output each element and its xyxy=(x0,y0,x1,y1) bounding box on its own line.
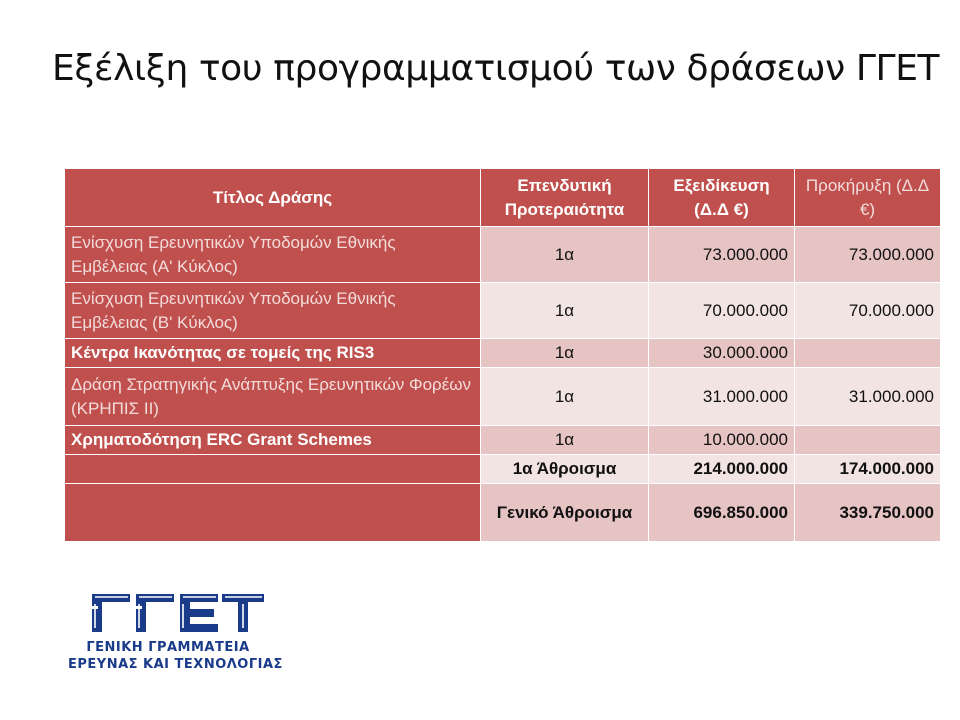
row-priority: 1α xyxy=(481,339,649,368)
row-title: Ενίσχυση Ερευνητικών Υποδομών Εθνικής Εμβέλειας (Α' Κύκλος) xyxy=(65,227,481,283)
table-row xyxy=(65,368,941,426)
row-proclamation: 31.000.000 xyxy=(795,368,941,426)
row-proclamation: 73.000.000 xyxy=(795,227,941,283)
grand-total-label: Γενικό Άθροισμα xyxy=(481,484,649,542)
row-specification: 70.000.000 xyxy=(649,283,795,339)
row-priority: 1α xyxy=(481,368,649,426)
subtotal-specification: 214.000.000 xyxy=(649,455,795,484)
header-title: Τίτλος Δράσης xyxy=(65,169,481,227)
slide-title: Εξέλιξη του προγραμματισμού των δράσεων ΓΓΕΤ xyxy=(52,48,940,89)
subtotal-row xyxy=(65,455,941,484)
logo-line-2: ΕΡΕΥΝΑΣ ΚΑΙ ΤΕΧΝΟΛΟΓΙΑΣ xyxy=(68,657,283,672)
row-title: Χρηματοδότηση ERC Grant Schemes xyxy=(65,426,481,455)
logo-line-1: ΓΕΝΙΚΗ ΓΡΑΜΜΑΤΕΙΑ xyxy=(86,640,250,655)
row-priority: 1α xyxy=(481,227,649,283)
table-row xyxy=(65,426,941,455)
row-title: Ενίσχυση Ερευνητικών Υποδομών Εθνικής Εμβέλειας (Β' Κύκλος) xyxy=(65,283,481,339)
subtotal-proclamation: 174.000.000 xyxy=(795,455,941,484)
grand-total-proclamation: 339.750.000 xyxy=(795,484,941,542)
table-row xyxy=(65,283,941,339)
header-specification: Εξειδίκευση (Δ.Δ €) xyxy=(649,169,795,227)
row-title: Κέντρα Ικανότητας σε τομείς της RIS3 xyxy=(65,339,481,368)
row-specification: 10.000.000 xyxy=(649,426,795,455)
gget-logo-mark xyxy=(68,588,268,638)
row-proclamation xyxy=(795,426,941,455)
table-row xyxy=(65,339,941,368)
grand-total-specification: 696.850.000 xyxy=(649,484,795,542)
row-proclamation: 70.000.000 xyxy=(795,283,941,339)
actions-table xyxy=(64,168,941,542)
subtotal-label: 1α Άθροισμα xyxy=(481,455,649,484)
header-priority: Επενδυτική Προτεραιότητα xyxy=(481,169,649,227)
table-header-row xyxy=(65,169,941,227)
table-row xyxy=(65,227,941,283)
row-specification: 31.000.000 xyxy=(649,368,795,426)
row-proclamation xyxy=(795,339,941,368)
row-specification: 30.000.000 xyxy=(649,339,795,368)
blank-cell xyxy=(65,484,481,542)
blank-cell xyxy=(65,455,481,484)
row-title: Δράση Στρατηγικής Ανάπτυξης Ερευνητικών Φορέων (ΚΡΗΠΙΣ ΙΙ) xyxy=(65,368,481,426)
row-priority: 1α xyxy=(481,426,649,455)
gget-logo xyxy=(68,588,283,674)
header-proclamation: Προκήρυξη (Δ.Δ €) xyxy=(795,169,941,227)
row-specification: 73.000.000 xyxy=(649,227,795,283)
grand-total-row xyxy=(65,484,941,542)
row-priority: 1α xyxy=(481,283,649,339)
